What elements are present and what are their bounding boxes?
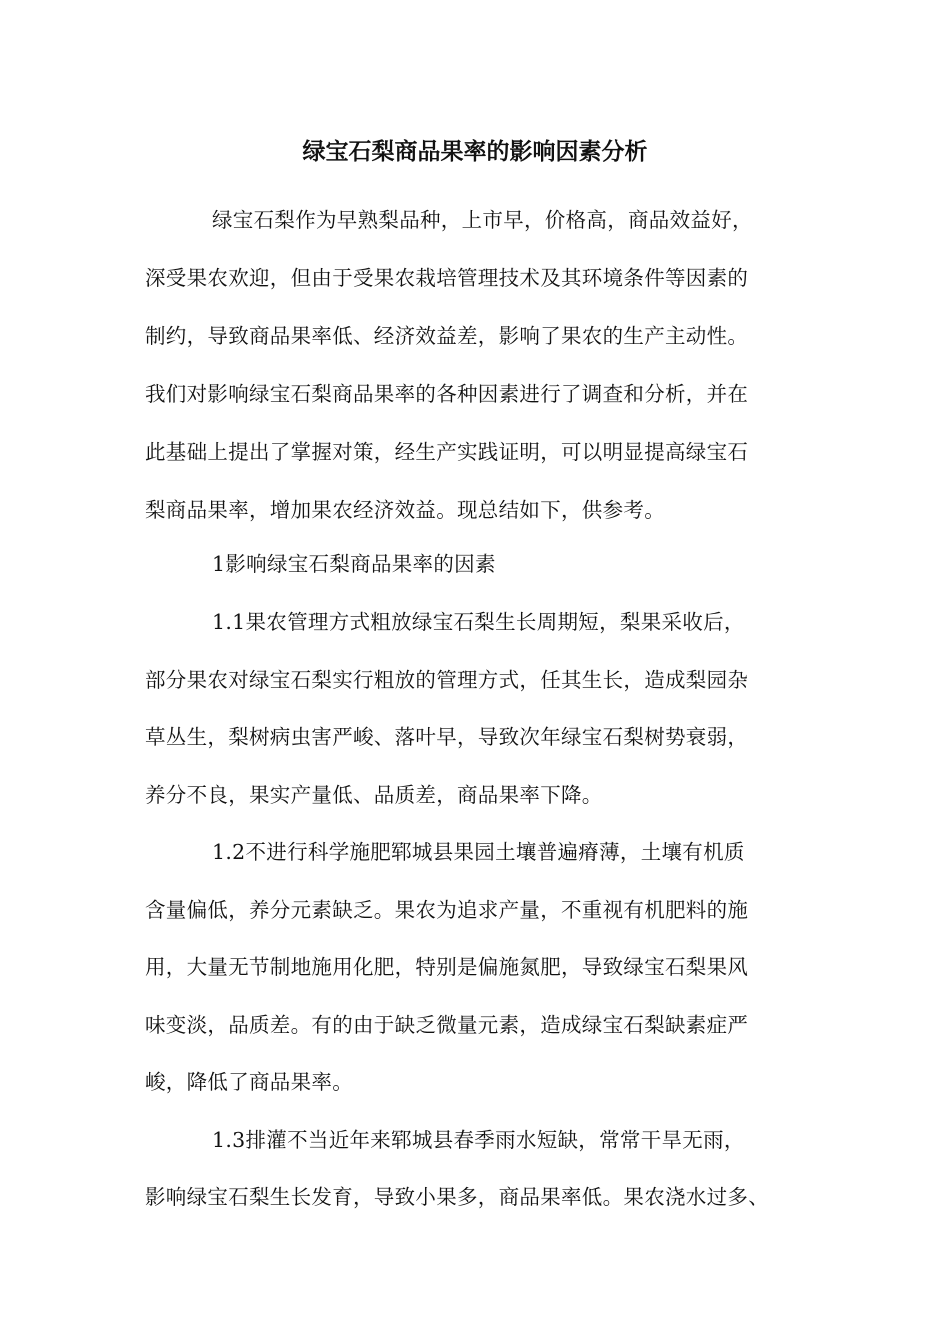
paragraph-line: 制约，导致商品果率低、经济效益差，影响了果农的生产主动性。 (145, 324, 749, 348)
paragraph-line: 1.3排灌不当近年来郓城县春季雨水短缺，常常干旱无雨， (212, 1128, 745, 1152)
paragraph-line: 1.2不进行科学施肥郓城县果园土壤普遍瘠薄，土壤有机质 (212, 840, 745, 864)
section-heading: 1影响绿宝石梨商品果率的因素 (212, 552, 496, 576)
paragraph-line: 用，大量无节制地施用化肥，特别是偏施氮肥，导致绿宝石梨果风 (145, 955, 749, 979)
paragraph-line: 峻，降低了商品果率。 (145, 1070, 353, 1094)
paragraph-line: 绿宝石梨作为早熟梨品种，上市早，价格高，商品效益好， (212, 208, 753, 232)
paragraph-line: 我们对影响绿宝石梨商品果率的各种因素进行了调查和分析，并在 (145, 382, 749, 406)
paragraph-line: 此基础上提出了掌握对策，经生产实践证明，可以明显提高绿宝石 (145, 440, 749, 464)
paragraph-line: 深受果农欢迎，但由于受果农栽培管理技术及其环境条件等因素的 (145, 266, 749, 290)
paragraph-line: 味变淡，品质差。有的由于缺乏微量元素，造成绿宝石梨缺素症严 (145, 1013, 749, 1037)
paragraph-line: 影响绿宝石梨生长发育，导致小果多，商品果率低。果农浇水过多、 (145, 1185, 769, 1209)
paragraph-line: 含量偏低，养分元素缺乏。果农为追求产量，不重视有机肥料的施 (145, 898, 749, 922)
paragraph-line: 梨商品果率，增加果农经济效益。现总结如下，供参考。 (145, 498, 665, 522)
paragraph-line: 养分不良，果实产量低、品质差，商品果率下降。 (145, 783, 603, 807)
document-title: 绿宝石梨商品果率的影响因素分析 (302, 138, 648, 165)
paragraph-line: 草丛生，梨树病虫害严峻、落叶早，导致次年绿宝石梨树势衰弱， (145, 725, 749, 749)
paragraph-line: 部分果农对绿宝石梨实行粗放的管理方式，任其生长，造成梨园杂 (145, 668, 749, 692)
paragraph-line: 1.1果农管理方式粗放绿宝石梨生长周期短，梨果采收后， (212, 610, 745, 634)
